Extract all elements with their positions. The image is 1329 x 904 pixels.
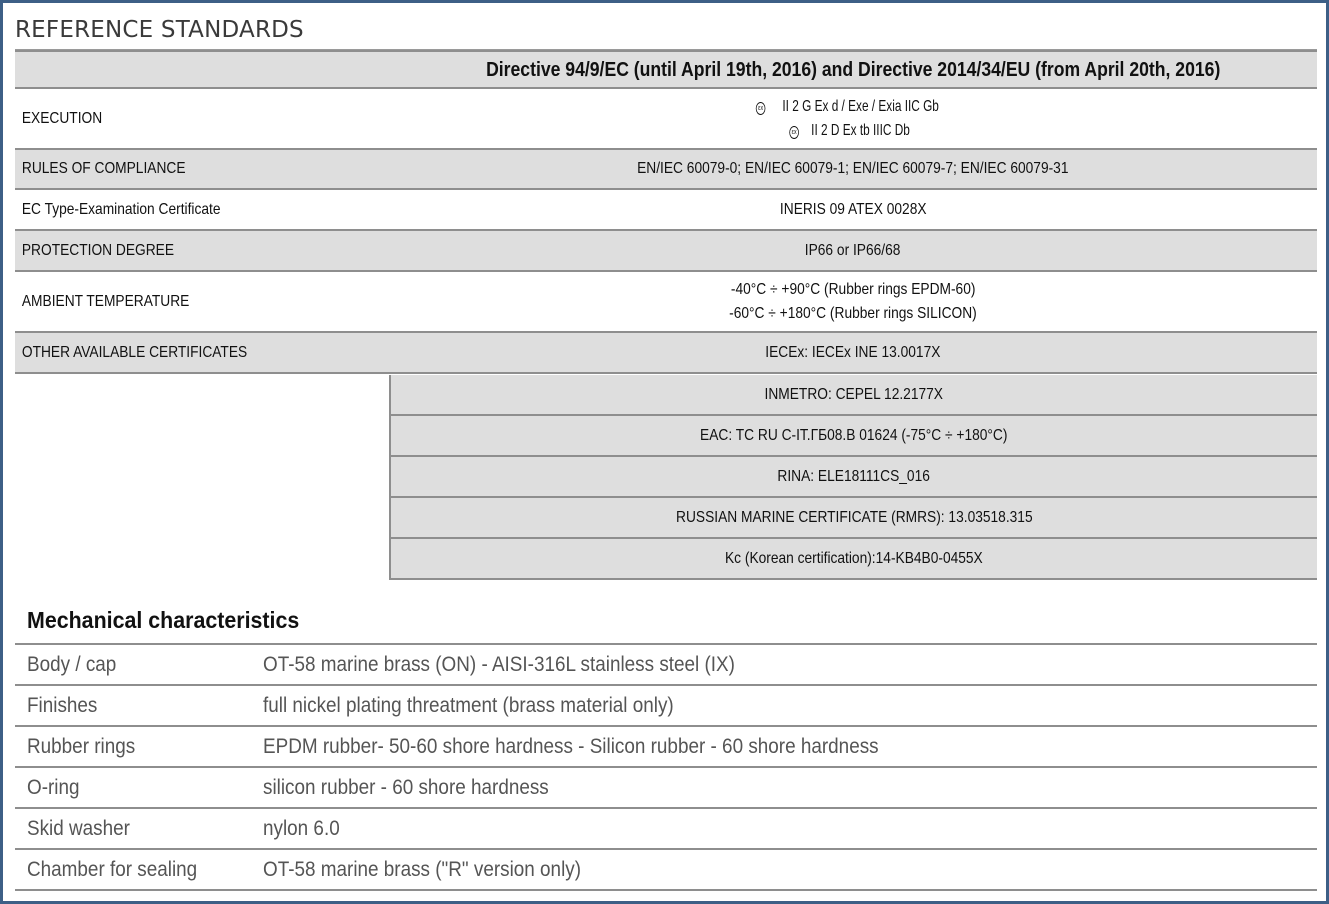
table-row-protection-degree	[15, 231, 1317, 272]
row-value: EN/IEC 60079-0; EN/IEC 60079-1; EN/IEC 60079-7; EN/IEC 60079-31	[637, 160, 1069, 177]
table-row	[15, 645, 1317, 686]
row-value: INERIS 09 ATEX 0028X	[779, 200, 927, 218]
table-row-ec-certificate	[15, 190, 1317, 231]
certificate-row: EAC: TC RU C-IT.ГБ08.B 01624 (-75°C ÷ +180°C)	[389, 416, 1317, 457]
table-row	[15, 809, 1317, 850]
row-label: AMBIENT TEMPERATURE	[21, 292, 190, 310]
table-row-ambient-temperature	[15, 272, 1317, 333]
row-key: Skid washer	[27, 816, 130, 840]
row-value: IP66 or IP66/68	[805, 241, 901, 259]
row-value: silicon rubber - 60 shore hardness	[263, 775, 549, 799]
row-label: PROTECTION DEGREE	[21, 241, 175, 259]
ex-mark-icon: εx	[789, 126, 799, 139]
row-value: full nickel plating threatment (brass material only)	[263, 693, 674, 717]
row-value: nylon 6.0	[263, 816, 340, 840]
table-row-other-certificates	[15, 333, 1317, 374]
certificate-row: RINA: ELE18111CS_016	[389, 457, 1317, 498]
directive-header-row	[15, 50, 1317, 89]
table-row	[15, 768, 1317, 809]
row-key: Rubber rings	[27, 734, 136, 758]
row-key: Chamber for sealing	[27, 857, 198, 881]
reference-standards-table	[15, 50, 1317, 374]
table-row	[15, 686, 1317, 727]
row-key: Finishes	[27, 693, 98, 717]
row-value: OT-58 marine brass ("R" version only)	[263, 857, 582, 881]
row-value: EPDM rubber- 50-60 shore hardness - Silicon rubber - 60 shore hardness	[263, 734, 879, 758]
row-label: EXECUTION	[21, 109, 103, 127]
certificate-row: RUSSIAN MARINE CERTIFICATE (RMRS): 13.03518.315	[389, 498, 1317, 539]
row-label: OTHER AVAILABLE CERTIFICATES	[21, 343, 248, 361]
row-value: IECEx: IECEx INE 13.0017X	[765, 343, 941, 361]
table-row-execution	[15, 89, 1317, 150]
row-value: OT-58 marine brass (ON) - AISI-316L stainless steel (IX)	[263, 652, 735, 676]
temperature-silicon-value: -60°C ÷ +180°C (Rubber rings SILICON)	[729, 304, 977, 322]
other-certificates-list	[389, 375, 1317, 580]
table-row-rules-of-compliance	[15, 150, 1317, 190]
execution-dust-value: εx II 2 D Ex tb IIIC Db	[788, 119, 917, 143]
mechanical-section-title: Mechanical characteristics	[27, 607, 300, 633]
table-row	[15, 727, 1317, 768]
mechanical-characteristics-table	[15, 643, 1317, 891]
certificate-row: INMETRO: CEPEL 12.2177X	[389, 375, 1317, 416]
row-label: RULES OF COMPLIANCE	[21, 160, 186, 177]
row-label: EC Type-Examination Certificate	[21, 200, 221, 218]
directive-header: Directive 94/9/EC (until April 19th, 2016) and Directive 2014/34/EU (from April 20th, 2016)	[485, 58, 1221, 81]
execution-gas-value: εx II 2 G Ex d / Exe / Exia IIC Gb	[755, 95, 952, 119]
page-title: REFERENCE STANDARDS	[15, 17, 304, 43]
row-key: O-ring	[27, 775, 80, 799]
table-row	[15, 850, 1317, 891]
temperature-epdm-value: -40°C ÷ +90°C (Rubber rings EPDM-60)	[730, 280, 976, 298]
certificate-row: Kc (Korean certification):14-KB4B0-0455X	[389, 539, 1317, 580]
ex-mark-icon: εx	[755, 102, 765, 115]
row-key: Body / cap	[27, 652, 117, 676]
